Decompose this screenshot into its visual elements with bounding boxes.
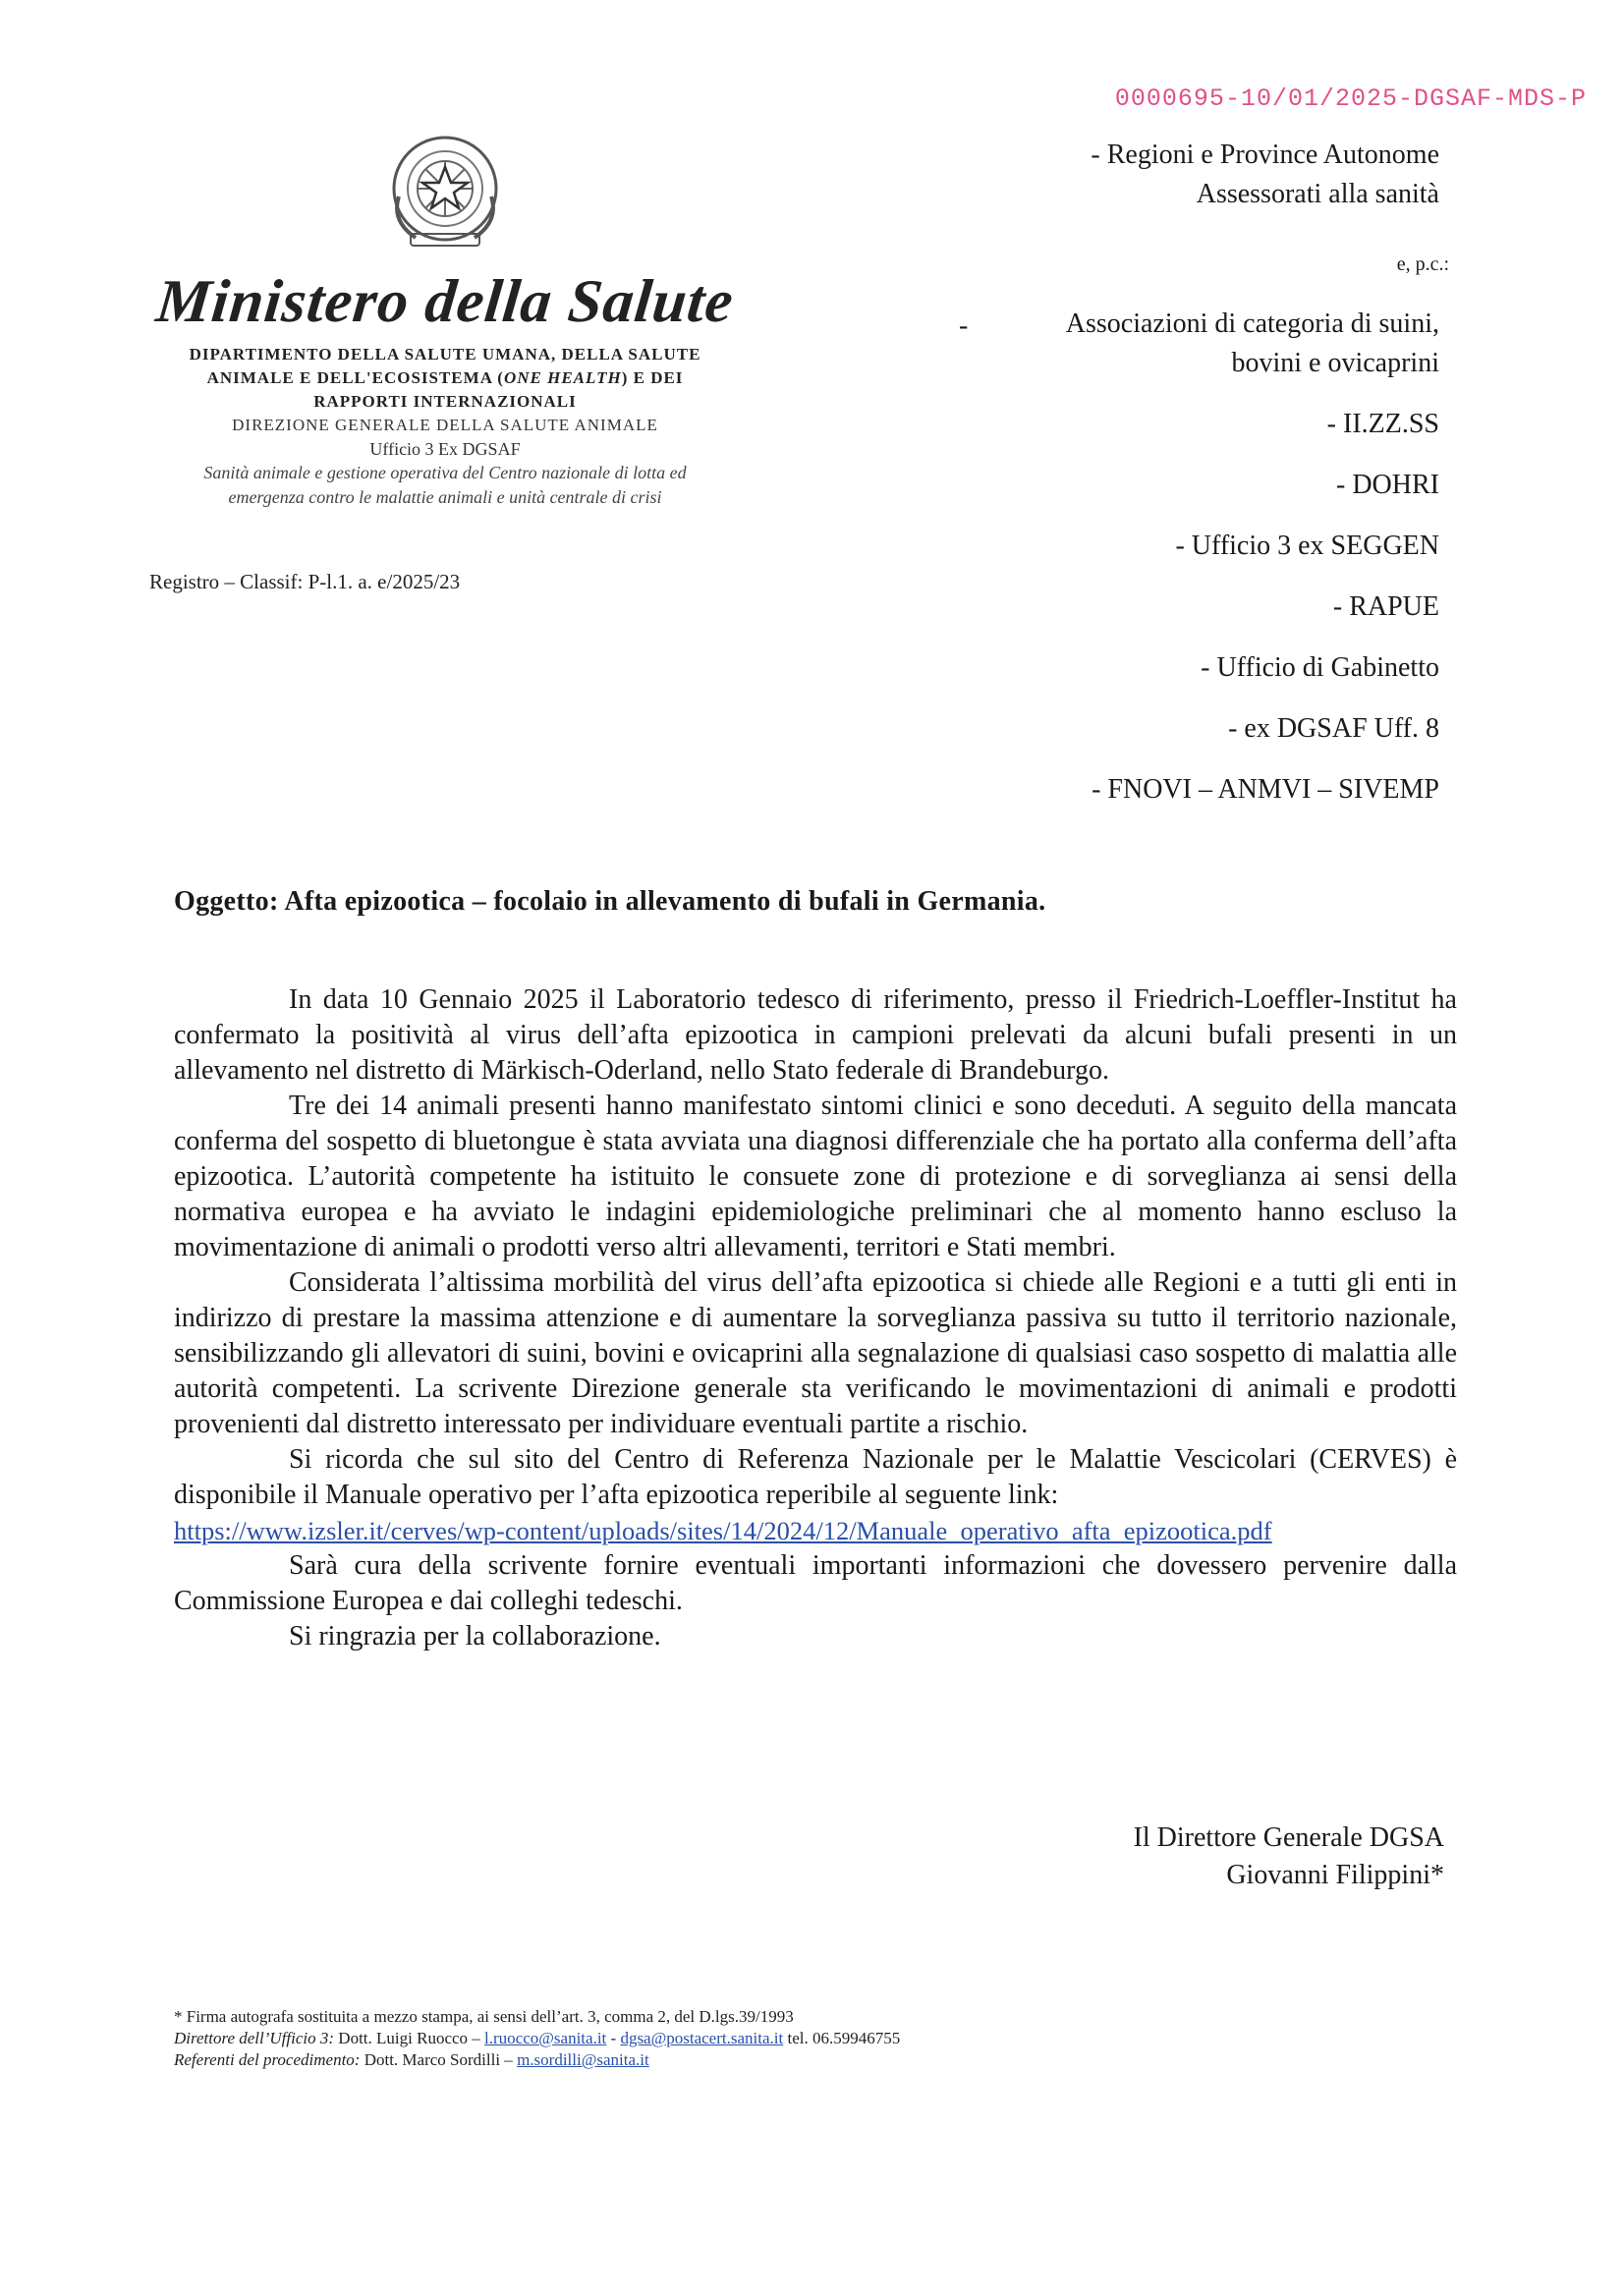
cc-item-associations <box>1066 305 1439 383</box>
department-line-1: DIPARTIMENTO DELLA SALUTE UMANA, DELLA SALUTE <box>189 345 701 364</box>
cc-item: - RAPUE <box>1332 591 1439 622</box>
letterhead <box>145 128 745 510</box>
cc-item-associations-line-1: Associazioni di categoria di suini, <box>1065 308 1439 339</box>
referent-role: Referenti del procedimento: <box>174 2050 361 2069</box>
subject-line: Oggetto: Afta epizootica – focolaio in allevamento di bufali in Germania. <box>174 886 1046 917</box>
footer <box>174 2006 900 2071</box>
department-line-2 <box>145 366 745 390</box>
letter-body <box>174 982 1457 1654</box>
cc-item: - ex DGSAF Uff. 8 <box>1228 713 1439 744</box>
signatory-title: Il Direttore Generale DGSA <box>1133 1822 1444 1853</box>
department-line-2-c: ) E DEI <box>621 368 684 387</box>
body-paragraph-4: Si ricorda che sul sito del Centro di Referenza Nazionale per le Malattie Vescicolari (CERVES) è disponibile il Manuale operativo per l’afta epizootica reperibile al seguente link: <box>174 1444 1457 1510</box>
registry-classification: Registro – Classif: P-l.1. a. e/2025/23 <box>149 570 461 593</box>
main-recipient-line-1: - Regioni e Province Autonome <box>1091 140 1439 170</box>
department-line-2-a: ANIMALE E DELL'ECOSISTEMA ( <box>206 368 504 387</box>
direction-name: DIREZIONE GENERALE DELLA SALUTE ANIMALE <box>232 416 658 434</box>
main-recipient-line-2: Assessorati alla sanità <box>1196 179 1439 209</box>
email-separator: - <box>606 2029 621 2047</box>
director-contact <box>174 2028 900 2049</box>
body-paragraph-1: In data 10 Gennaio 2025 il Laboratorio tedesco di riferimento, presso il Friedrich-Loeffler-Institut ha confermato la positività al virus dell’afta epizootica in campioni prelevati da alcuni bufali presenti in un allevamento nel distretto di Märkisch-Oderland, nello Stato federale di Brandeburgo. <box>174 984 1457 1086</box>
office-description-line-2: emergenza contro le malattie animali e unità centrale di crisi <box>228 487 662 507</box>
pec-email-link[interactable]: dgsa@postacert.sanita.it <box>620 2029 784 2047</box>
referent-contact <box>174 2049 900 2071</box>
main-recipients <box>1091 136 1439 214</box>
office-description-line-1: Sanità animale e gestione operativa del Centro nazionale di lotta ed <box>203 463 687 482</box>
protocol-number: 0000695-10/01/2025-DGSAF-MDS-P <box>1114 84 1587 113</box>
department-line-3: RAPPORTI INTERNAZIONALI <box>313 392 577 411</box>
cc-item-associations-line-2: bovini e ovicaprini <box>1231 348 1439 378</box>
director-name: Dott. Luigi Ruocco – <box>334 2029 485 2047</box>
cc-first-dash: - <box>959 310 969 341</box>
director-role: Direttore dell’Ufficio 3: <box>174 2029 335 2047</box>
signatory-name: Giovanni Filippini* <box>1226 1860 1444 1890</box>
manual-link[interactable]: https://www.izsler.it/cerves/wp-content/uploads/sites/14/2024/12/Manuale_operativo_afta_epizootica.pdf <box>174 1516 1272 1545</box>
republic-emblem-icon <box>381 128 509 255</box>
cc-recipients <box>1066 305 1439 831</box>
referent-email-link[interactable]: m.sordilli@sanita.it <box>517 2050 649 2069</box>
ministry-name: Ministero della Salute <box>152 268 738 335</box>
department-line-2-b: ONE HEALTH <box>503 368 622 387</box>
cc-item: - II.ZZ.SS <box>1326 409 1439 439</box>
body-paragraph-5: Sarà cura della scrivente fornire eventuali importanti informazioni che dovessero pervenire dalla Commissione Europea e dai colleghi tedeschi. <box>174 1550 1457 1616</box>
cc-label: e, p.c.: <box>1396 253 1449 275</box>
office-name: Ufficio 3 Ex DGSAF <box>369 439 521 459</box>
cc-item: - Ufficio 3 ex SEGGEN <box>1175 531 1439 561</box>
body-paragraph-6: Si ringrazia per la collaborazione. <box>289 1621 661 1652</box>
body-paragraph-2: Tre dei 14 animali presenti hanno manifestato sintomi clinici e sono deceduti. A seguito della mancata conferma del sospetto di bluetongue è stata avviata una diagnosi differenziale che ha portato alla conferma dell’afta epizootica. L’autorità competente ha istituito le consuete zone di protezione e di sorveglianza ai sensi della normativa europea e ha avviato le indagini epidemiologiche preliminari che al momento hanno escluso la movimentazione di animali o prodotti verso altri allevamenti, territori e Stati membri. <box>174 1091 1457 1262</box>
body-paragraph-3: Considerata l’altissima morbilità del virus dell’afta epizootica si chiede alle Regioni e a tutti gli enti in indirizzo di prestare la massima attenzione e di aumentare la sorveglianza passiva su tutto il territorio nazionale, sensibilizzando gli allevatori di suini, bovini e ovicaprini alla segnalazione di qualsiasi caso sospetto di malattia alle autorità competenti. La scrivente Direzione generale sta verificando le movimentazioni di animali e prodotti provenienti dal distretto interessato per individuare eventuali partite a rischio. <box>174 1267 1457 1439</box>
signature-note: * Firma autografa sostituita a mezzo stampa, ai sensi dell’art. 3, comma 2, del D.lgs.39/1993 <box>174 2007 794 2026</box>
signature-block <box>1134 1820 1444 1894</box>
director-email-link[interactable]: l.ruocco@sanita.it <box>484 2029 607 2047</box>
department-name <box>145 343 745 414</box>
cc-item: - FNOVI – ANMVI – SIVEMP <box>1092 774 1439 805</box>
cc-item: - Ufficio di Gabinetto <box>1201 652 1439 683</box>
referent-name: Dott. Marco Sordilli – <box>360 2050 518 2069</box>
cc-item: - DOHRI <box>1336 470 1439 500</box>
office-description <box>145 461 745 510</box>
phone-number: tel. 06.59946755 <box>783 2029 901 2047</box>
